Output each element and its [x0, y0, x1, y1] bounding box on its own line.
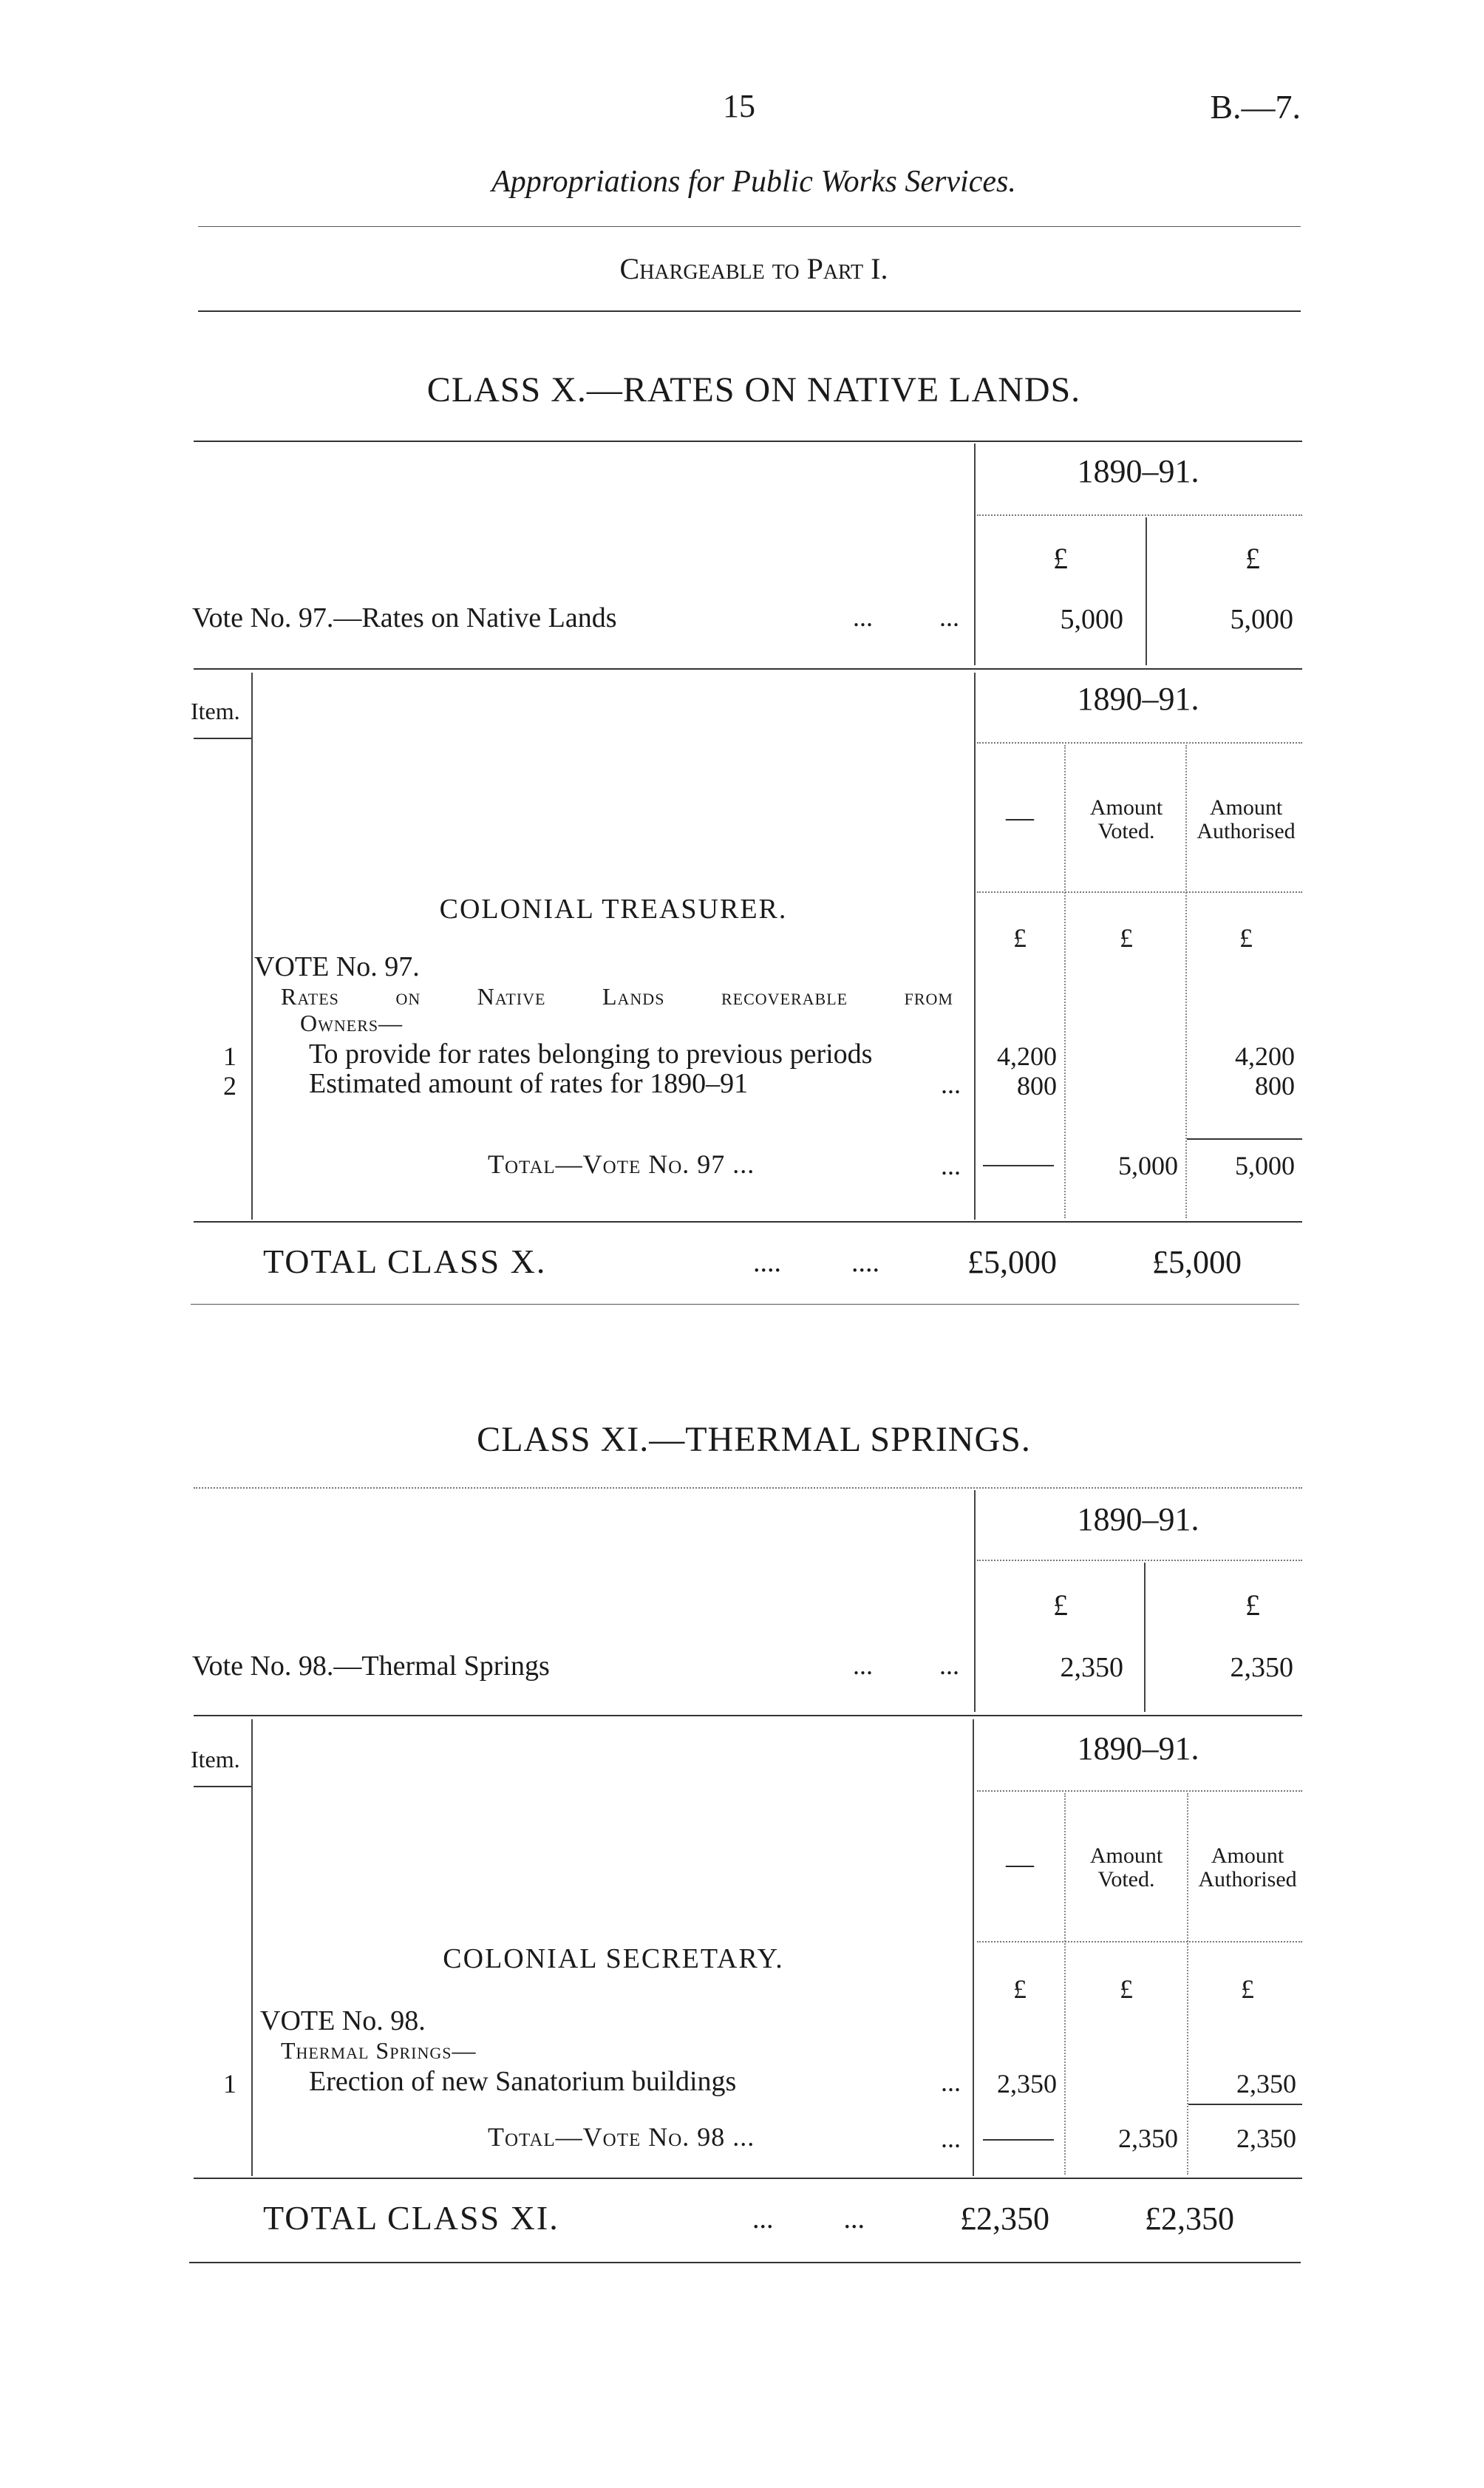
item-amount: 4,200 — [997, 1041, 1057, 1071]
leader-dots: ... — [941, 2124, 961, 2153]
divider — [977, 742, 1302, 744]
department-heading: COLONIAL TREASURER. — [439, 894, 788, 925]
item-authorised: 4,200 — [1235, 1041, 1295, 1071]
page-title: Appropriations for Public Works Services. — [491, 165, 1016, 199]
year-header: 1890–91. — [1077, 1501, 1199, 1537]
class-total-label: TOTAL CLASS X. — [263, 1243, 547, 1280]
column-rule — [1064, 1793, 1066, 2175]
leader-dots: ... ... — [752, 2203, 865, 2234]
column-header-voted: Voted. — [1097, 819, 1155, 843]
total-label: Total—Vote No. 97 ... — [488, 1149, 755, 1179]
divider — [189, 2262, 1301, 2263]
leader-dots: .... .... — [753, 1247, 879, 1278]
column-rule — [1146, 517, 1147, 665]
divider — [194, 668, 1302, 670]
divider — [194, 2178, 1302, 2179]
item-description: Estimated amount of rates for 1890–91 — [309, 1068, 749, 1099]
item-description: Erection of new Sanatorium buildings — [309, 2066, 737, 2097]
leader-dots: ... — [941, 1151, 961, 1180]
currency-label: £ — [1245, 542, 1260, 575]
item-number: 1 — [223, 1041, 236, 1071]
subhead: Owners— — [300, 1010, 404, 1036]
total-authorised: 2,350 — [1236, 2124, 1296, 2153]
currency-label: £ — [1013, 1974, 1027, 2004]
item-authorised: 800 — [1255, 1071, 1295, 1101]
leader-dots: ... — [941, 1070, 961, 1099]
divider — [977, 1941, 1302, 1943]
item-authorised: 2,350 — [1236, 2069, 1296, 2098]
vote-number: VOTE No. 97. — [254, 951, 420, 982]
class-heading: CLASS XI.—THERMAL SPRINGS. — [477, 1420, 1031, 1459]
divider — [194, 1221, 1302, 1223]
divider — [983, 1165, 1054, 1166]
year-header: 1890–91. — [1077, 1730, 1199, 1767]
page-subtitle: Chargeable to Part I. — [619, 252, 888, 285]
page-number: 15 — [723, 88, 755, 124]
vote-value: 2,350 — [1060, 1652, 1123, 1683]
year-header: 1890–91. — [1077, 453, 1199, 489]
item-header: Item. — [191, 1746, 240, 1772]
currency-label: £ — [1239, 923, 1253, 953]
divider — [194, 1715, 1302, 1716]
total-voted: 2,350 — [1118, 2124, 1178, 2153]
column-rule — [251, 673, 253, 1220]
divider — [194, 1786, 253, 1787]
divider — [194, 1487, 1302, 1489]
class-total-label: TOTAL CLASS XI. — [263, 2199, 559, 2237]
total-label: Total—Vote No. 98 ... — [488, 2122, 755, 2152]
divider — [194, 441, 1302, 442]
item-header: Item. — [191, 698, 240, 724]
divider — [198, 310, 1301, 312]
year-header: 1890–91. — [1077, 681, 1199, 717]
column-header-authorised: Amount — [1211, 1843, 1284, 1868]
divider — [1187, 1138, 1302, 1140]
item-number: 2 — [223, 1071, 236, 1101]
currency-label: £ — [1053, 1588, 1068, 1622]
leader-dots: ... — [941, 2067, 961, 2097]
column-header-authorised: Authorised — [1198, 1867, 1297, 1892]
class-total-value: £2,350 — [1145, 2200, 1234, 2237]
class-heading: CLASS X.—RATES ON NATIVE LANDS. — [426, 370, 1081, 409]
subhead: Thermal Springs— — [281, 2037, 477, 2064]
class-total-value: £5,000 — [1152, 1244, 1242, 1280]
vote-label: Vote No. 98.—Thermal Springs — [192, 1651, 550, 1682]
subhead: Rates on Native Lands recoverable from — [281, 983, 953, 1010]
column-header-authorised: Amount — [1209, 795, 1283, 820]
vote-label: Vote No. 97.—Rates on Native Lands — [192, 602, 617, 633]
divider — [977, 514, 1302, 516]
divider — [977, 1790, 1302, 1792]
divider — [194, 738, 253, 739]
class-total-value: £5,000 — [967, 1244, 1057, 1280]
column-header-voted: Voted. — [1097, 1867, 1155, 1892]
class-total-value: £2,350 — [960, 2200, 1049, 2237]
vote-value: 5,000 — [1230, 604, 1293, 635]
leader-dots: ... ... — [853, 602, 959, 632]
divider — [191, 1304, 1299, 1305]
item-number: 1 — [223, 2069, 236, 2098]
currency-label: £ — [1053, 542, 1068, 575]
column-header-dash: — — [1006, 802, 1034, 833]
column-header-authorised: Authorised — [1197, 819, 1296, 843]
column-rule — [1144, 1563, 1146, 1712]
department-heading: COLONIAL SECRETARY. — [443, 1943, 784, 1974]
column-rule — [974, 673, 976, 1220]
currency-label: £ — [1013, 923, 1027, 953]
divider — [977, 1560, 1302, 1561]
item-amount: 2,350 — [997, 2069, 1057, 2098]
vote-number: VOTE No. 98. — [260, 2005, 426, 2036]
divider — [1188, 2104, 1302, 2105]
currency-label: £ — [1241, 1974, 1254, 2004]
item-description: To provide for rates belonging to previous periods — [309, 1039, 873, 1070]
currency-label: £ — [1120, 923, 1133, 953]
document-reference: B.—7. — [1210, 88, 1301, 126]
total-voted: 5,000 — [1118, 1151, 1178, 1180]
currency-label: £ — [1120, 1974, 1133, 2004]
column-header-voted: Amount — [1089, 1843, 1163, 1868]
currency-label: £ — [1245, 1588, 1260, 1622]
divider — [983, 2139, 1054, 2141]
divider — [198, 226, 1301, 227]
leader-dots: ... ... — [853, 1651, 959, 1680]
divider — [977, 891, 1302, 893]
item-amount: 800 — [1017, 1071, 1057, 1101]
column-header-dash: — — [1006, 1849, 1034, 1880]
column-rule — [1064, 745, 1066, 1218]
vote-value: 5,000 — [1060, 604, 1123, 635]
total-authorised: 5,000 — [1235, 1151, 1295, 1180]
vote-value: 2,350 — [1230, 1652, 1293, 1683]
column-header-voted: Amount — [1089, 795, 1163, 820]
